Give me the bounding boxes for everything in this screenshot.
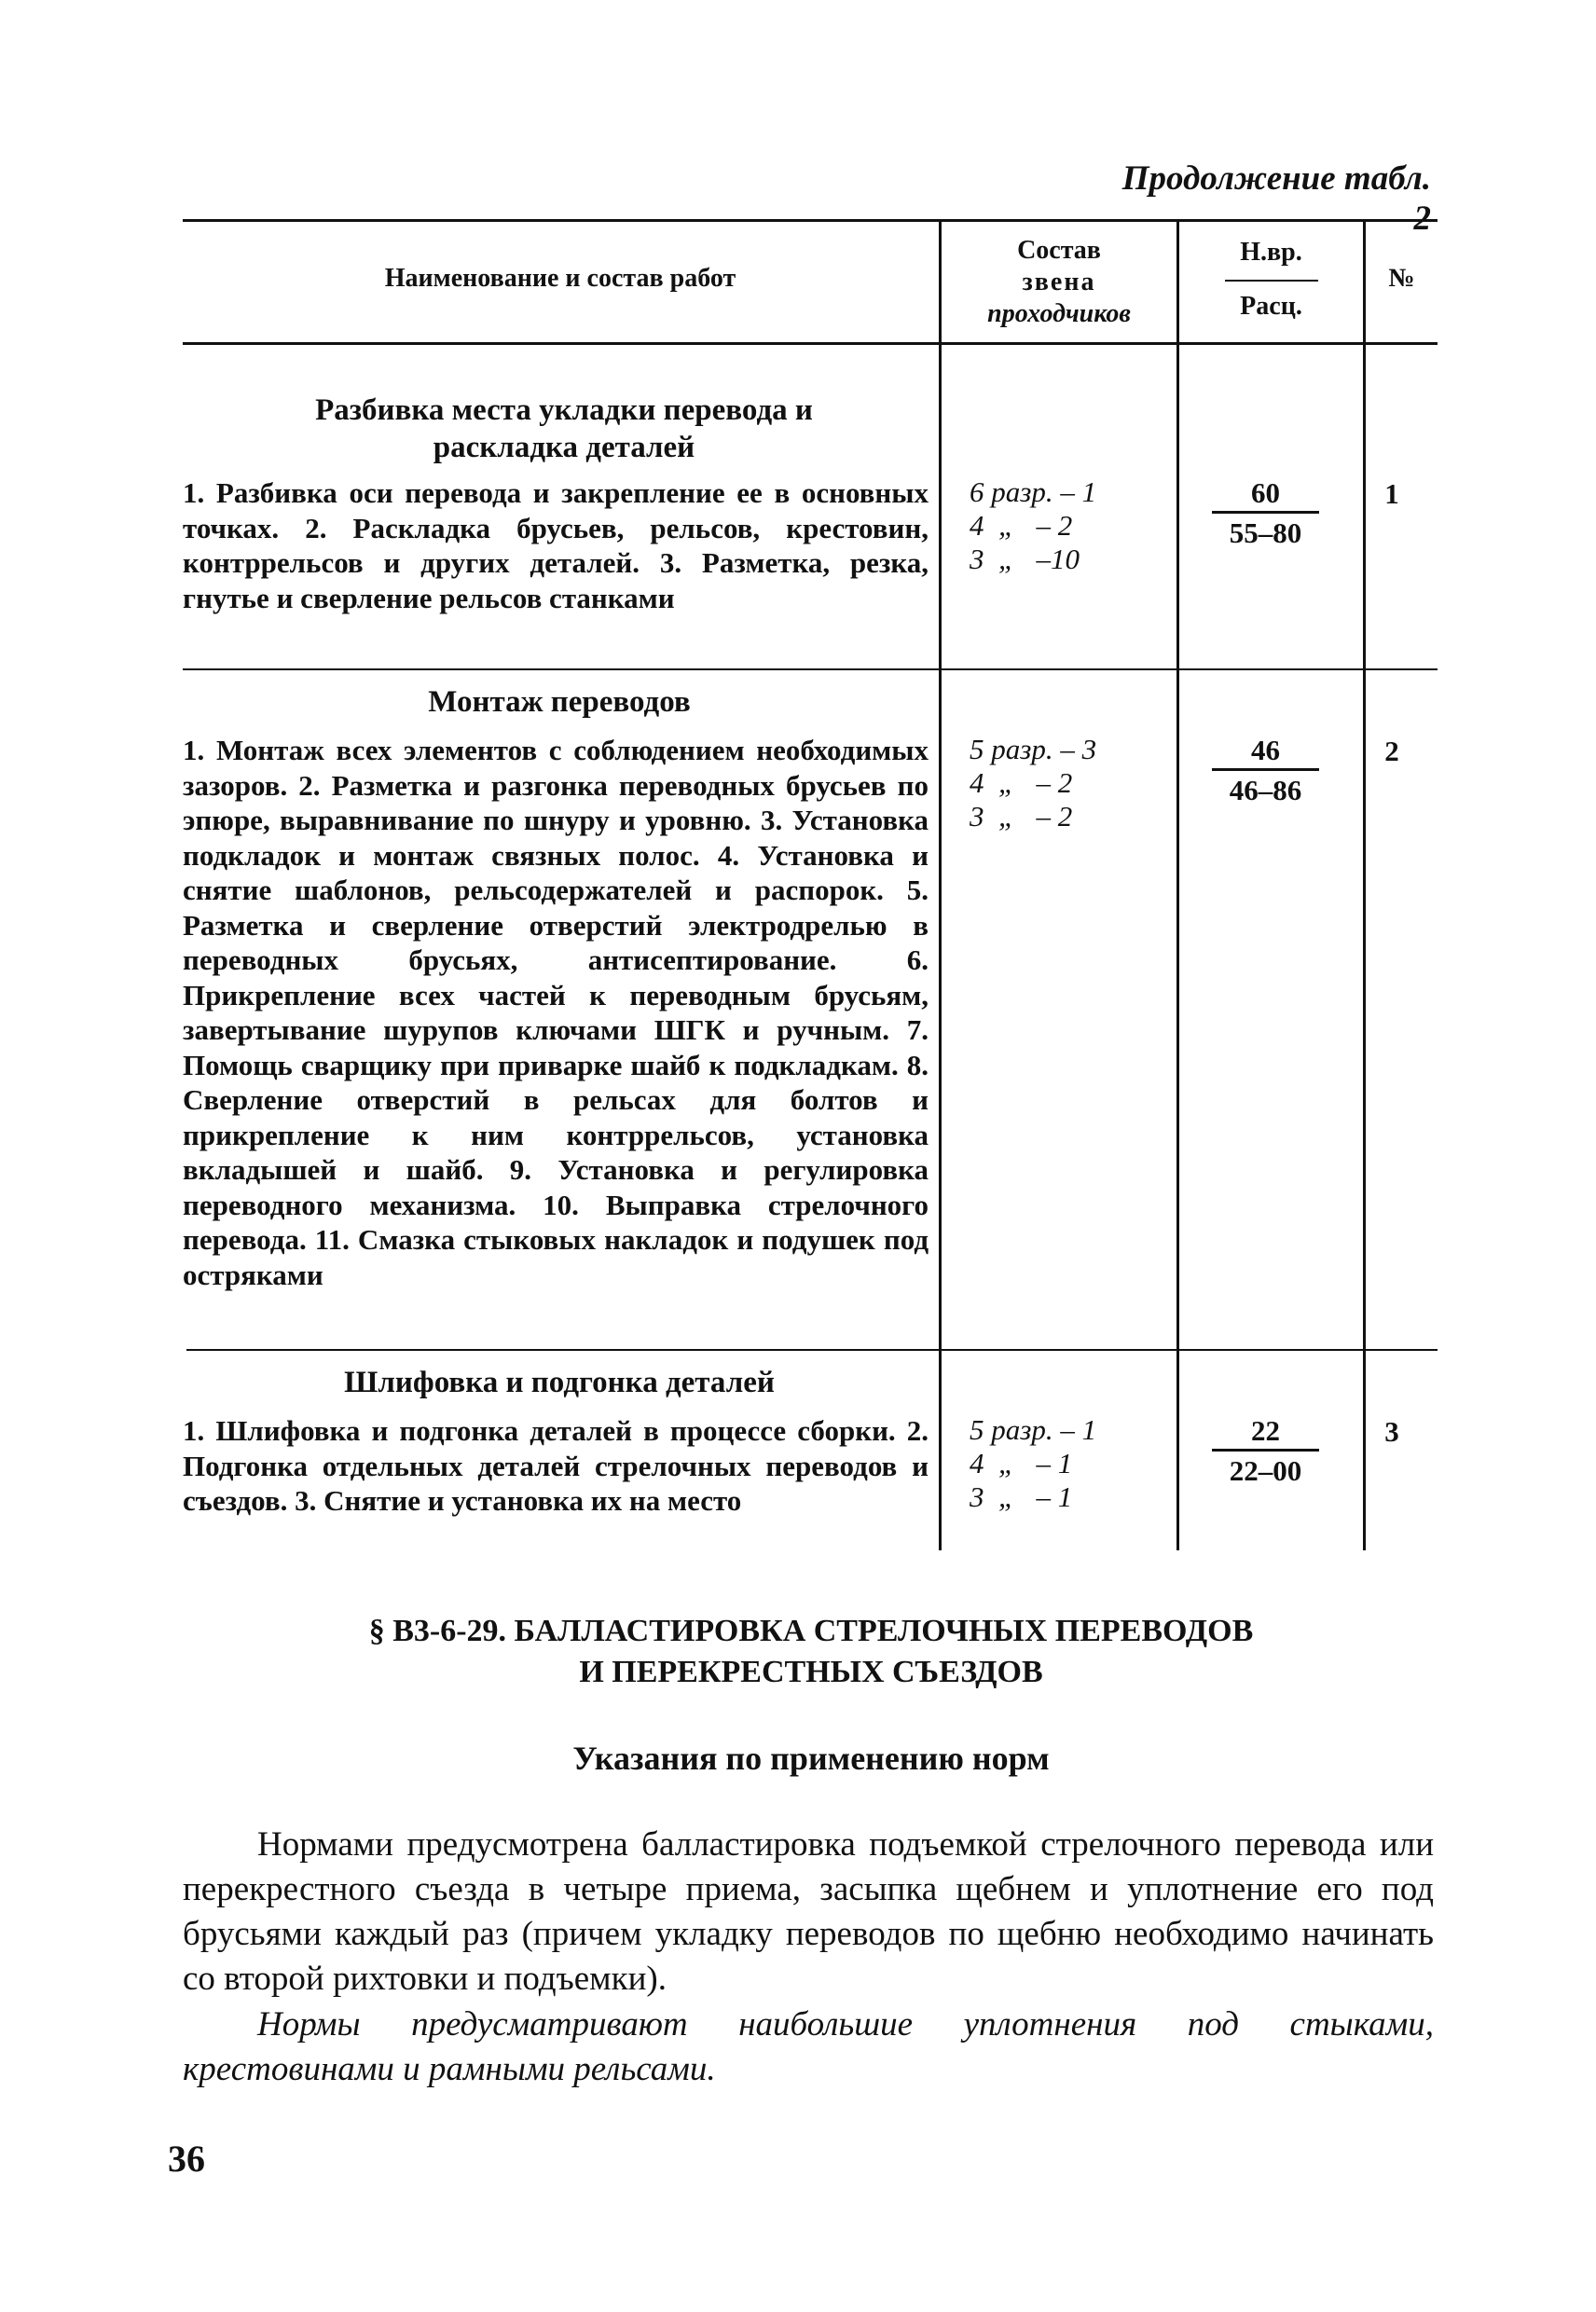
row-2-crew-line: 5 разр. – 3 — [970, 733, 1097, 765]
row-divider-1 — [183, 668, 1438, 670]
row-1-norm-rate: 55–80 — [1229, 516, 1302, 549]
header-crew-line1: Состав — [1017, 236, 1101, 265]
column-divider-1 — [939, 219, 942, 1550]
row-1-norm — [1212, 477, 1319, 549]
page-number: 36 — [168, 2138, 205, 2180]
row-3-norm-rate: 22–00 — [1229, 1454, 1302, 1487]
section-heading-line2: И ПЕРЕКРЕСТНЫХ СЪЕЗДОВ — [579, 1655, 1043, 1689]
column-divider-3 — [1363, 219, 1366, 1550]
row-1-crew-line: 4 „ – 2 — [970, 509, 1073, 542]
header-work-name: Наименование и состав работ — [384, 264, 736, 293]
row-3-title: Шлифовка и подгонка деталей — [344, 1366, 775, 1399]
paragraph-1: Нормами предусмотрена балластировка подъемкой стрелочного перевода или перекрестного съезда в четыре приема, засыпка щебнем и уплотнение его под брусьями каждый раз (причем укладку переводов по щебню необходимо начинать со второй рихтовки и подъемки). — [183, 1825, 1434, 1998]
row-2-crew-line: 3 „ – 2 — [970, 800, 1073, 833]
section-heading — [186, 1611, 1436, 1693]
row-1-norm-time: 60 — [1212, 477, 1319, 514]
row-2-crew-line: 4 „ – 2 — [970, 766, 1073, 799]
row-3-crew-line: 3 „ – 1 — [970, 1480, 1073, 1513]
row-3-crew-line: 5 разр. – 1 — [970, 1413, 1097, 1446]
column-divider-2 — [1176, 219, 1179, 1550]
row-2-norm — [1212, 735, 1319, 806]
section-subheading: Указания по применению норм — [572, 1740, 1050, 1777]
row-3-number: 3 — [1384, 1415, 1399, 1448]
row-2-norm-time: 46 — [1212, 735, 1319, 771]
row-1-title: Разбивка места укладки перевода и раскладка деталей — [315, 393, 813, 464]
paragraph-2: Нормы предусматривают наибольшие уплотнения под стыками, крестовинами и рамными рельсами. — [183, 2005, 1434, 2088]
row-2-number: 2 — [1384, 735, 1399, 767]
row-3-norm-time: 22 — [1212, 1415, 1319, 1452]
header-norm-rate: Расц. — [1240, 292, 1302, 321]
header-norm-time: Н.вр. — [1240, 238, 1302, 267]
row-2-description: 1. Монтаж всех элементов с соблюдением необходимых зазоров. 2. Разметка и разгонка переводных брусьев по эпюре, выравнивание по шнуру и уровню. 3. Установка подкладок и монтаж связных полос. 4. Установка и снятие шаблонов, рельсодержателей и распорок. 5. Разметка и сверление отверстий электродрелью в переводных брусьях, антисептирование. 6. Прикрепление всех частей к переводным брусьям, завертывание шурупов ключами ШГК и ручным. 7. Помощь сварщику при приварке шайб к подкладкам. 8. Сверление отверстий в рельсах для болтов и прикрепление к ним контррельсов, установка вкладышей и шайб. 9. Установка и регулировка переводного механизма. 10. Выправка стрелочного перевода. 11. Смазка стыковых накладок и подушек под остряками — [183, 734, 929, 1291]
row-1-number: 1 — [1384, 477, 1399, 510]
row-3-crew — [970, 1413, 1156, 1514]
header-bottom-rule — [183, 342, 1438, 345]
row-1-crew — [970, 475, 1156, 576]
header-crew-line3: проходчиков — [987, 299, 1131, 328]
row-1-description: 1. Разбивка оси перевода и закрепление ее в основных точках. 2. Раскладка брусьев, рельсов, крестовин, контррельсов и других деталей. 3. Разметка, резка, гнутье и сверление рельсов станками — [183, 476, 929, 614]
table-continuation-caption: Продолжение табл. — [1121, 159, 1431, 198]
row-divider-2 — [186, 1349, 1438, 1351]
header-number: № — [1388, 264, 1415, 293]
table-top-rule — [183, 219, 1438, 222]
header-norm — [1179, 237, 1363, 323]
row-2-crew — [970, 733, 1156, 833]
header-crew — [942, 235, 1176, 330]
row-3-crew-line: 4 „ – 1 — [970, 1447, 1073, 1479]
header-norm-divider — [1225, 280, 1318, 282]
row-2-title: Монтаж переводов — [428, 685, 691, 719]
row-1-crew-line: 6 разр. – 1 — [970, 475, 1097, 508]
header-crew-line2: звена — [1022, 268, 1096, 296]
row-3-norm — [1212, 1415, 1319, 1487]
row-2-norm-rate: 46–86 — [1229, 774, 1302, 806]
row-1-crew-line: 3 „ –10 — [970, 543, 1080, 575]
row-3-description: 1. Шлифовка и подгонка деталей в процессе сборки. 2. Подгонка отдельных деталей стрелочных переводов и съездов. 3. Снятие и установка их на место — [183, 1414, 929, 1517]
section-heading-line1: § В3-6-29. БАЛЛАСТИРОВКА СТРЕЛОЧНЫХ ПЕРЕВОДОВ — [368, 1614, 1254, 1648]
